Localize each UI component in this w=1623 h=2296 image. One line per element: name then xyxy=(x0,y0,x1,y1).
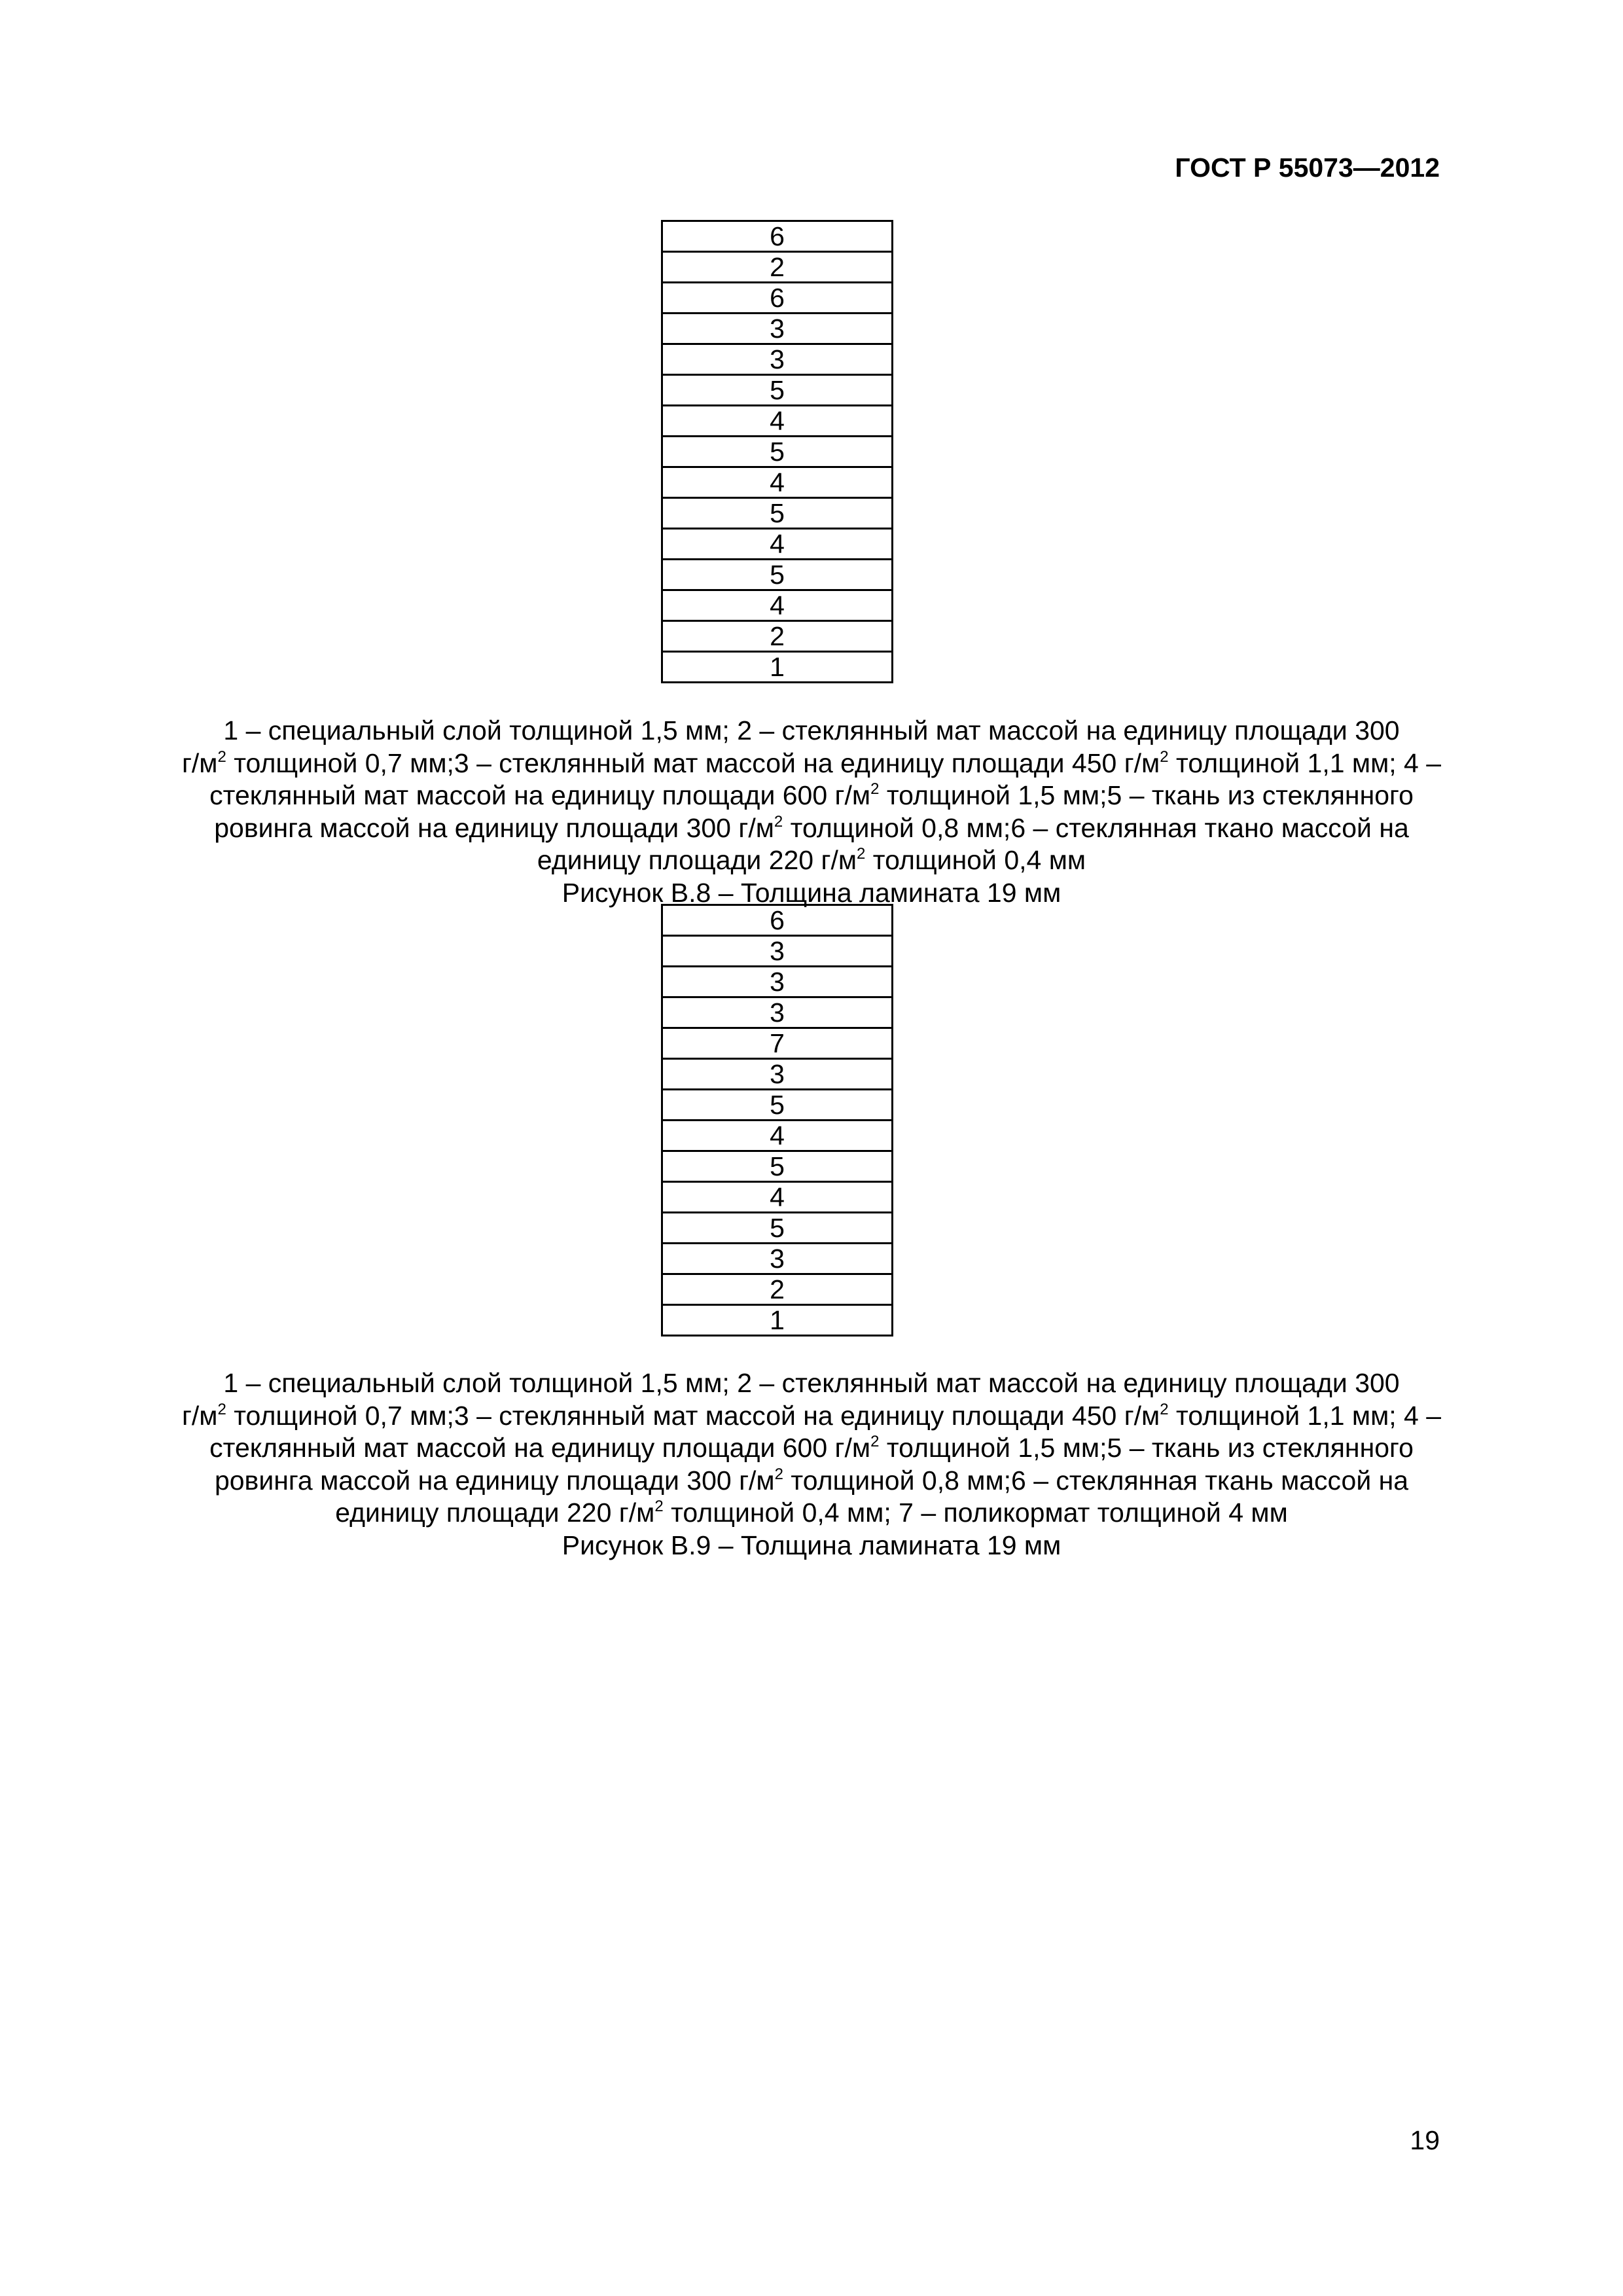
layer-number: 6 xyxy=(662,283,893,314)
layer-number: 5 xyxy=(662,375,893,406)
layer-number: 3 xyxy=(662,997,893,1028)
layer-row xyxy=(662,1182,893,1213)
layer-number: 1 xyxy=(662,1305,893,1336)
legend-text: ровинга массой на единицу площади 300 г/м xyxy=(214,812,774,843)
laminate-layer-stack-b8 xyxy=(661,220,893,683)
legend-text: стеклянный мат массой на единицу площади 600 г/м xyxy=(209,1433,871,1463)
layer-number: 6 xyxy=(662,221,893,252)
layer-row xyxy=(662,905,893,936)
layer-number: 2 xyxy=(662,252,893,283)
layer-row xyxy=(662,252,893,283)
layer-row xyxy=(662,1244,893,1274)
layer-row xyxy=(662,1090,893,1121)
layer-row xyxy=(662,621,893,652)
layer-number: 3 xyxy=(662,936,893,967)
layer-number: 3 xyxy=(662,314,893,344)
layer-number: 5 xyxy=(662,560,893,590)
layer-number: 5 xyxy=(662,1213,893,1244)
superscript: 2 xyxy=(870,1433,880,1450)
superscript: 2 xyxy=(1160,747,1169,766)
legend-text: 1 – специальный слой толщиной 1,5 мм; 2 – стеклянный мат массой на единицу площади 300 xyxy=(223,1368,1400,1398)
page-number: 19 xyxy=(1410,2125,1440,2155)
layer-row xyxy=(662,1213,893,1244)
layer-number: 4 xyxy=(662,1121,893,1151)
layer-number: 4 xyxy=(662,529,893,560)
layer-row xyxy=(662,590,893,621)
legend-line xyxy=(111,780,1512,812)
layer-row xyxy=(662,1028,893,1059)
layer-number: 4 xyxy=(662,406,893,437)
layer-number: 2 xyxy=(662,1274,893,1305)
legend-text: толщиной 0,4 мм; 7 – поликормат толщиной 4 мм xyxy=(663,1498,1288,1528)
figure-legend-b9 xyxy=(111,1367,1512,1562)
legend-text: толщиной 0,4 мм xyxy=(865,845,1086,875)
legend-line xyxy=(111,1465,1512,1498)
document-number: ГОСТ Р 55073—2012 xyxy=(1175,152,1440,183)
legend-text: толщиной 1,1 мм; 4 – xyxy=(1168,747,1442,778)
legend-text: толщиной 0,7 мм;3 – стеклянный мат массой на единицу площади 450 г/м xyxy=(226,747,1160,778)
layer-row xyxy=(662,406,893,437)
legend-line xyxy=(111,1400,1512,1433)
layer-number: 4 xyxy=(662,590,893,621)
layer-number: 5 xyxy=(662,1151,893,1182)
superscript: 2 xyxy=(217,1400,226,1418)
legend-text: толщиной 0,8 мм;6 – стеклянная ткань массой на xyxy=(783,1465,1409,1496)
layer-number: 3 xyxy=(662,1244,893,1274)
layer-row xyxy=(662,997,893,1028)
layer-number: 5 xyxy=(662,1090,893,1121)
superscript: 2 xyxy=(654,1498,664,1515)
layer-row xyxy=(662,529,893,560)
legend-text: толщиной 1,1 мм; 4 – xyxy=(1168,1400,1442,1431)
layer-number: 6 xyxy=(662,905,893,936)
layer-row xyxy=(662,498,893,529)
legend-text: единицу площади 220 г/м xyxy=(335,1498,655,1528)
legend-text: стеклянный мат массой на единицу площади 600 г/м xyxy=(209,780,871,810)
superscript: 2 xyxy=(774,1465,783,1483)
layer-number: 4 xyxy=(662,467,893,498)
legend-line xyxy=(111,747,1512,780)
legend-line xyxy=(111,844,1512,877)
layer-row xyxy=(662,652,893,683)
laminate-layer-stack-b9 xyxy=(661,904,893,1336)
layer-row xyxy=(662,1305,893,1336)
layer-row xyxy=(662,967,893,997)
legend-text: толщиной 0,8 мм;6 – стеклянная ткано массой на xyxy=(783,812,1409,843)
figure-caption: Рисунок В.8 – Толщина ламината 19 мм xyxy=(562,877,1061,908)
layer-row xyxy=(662,344,893,375)
layer-number: 7 xyxy=(662,1028,893,1059)
legend-line xyxy=(111,812,1512,845)
layer-row xyxy=(662,1151,893,1182)
legend-text: толщиной 1,5 мм;5 – ткань из стеклянного xyxy=(879,1433,1414,1463)
layer-number: 5 xyxy=(662,437,893,467)
layer-number: 5 xyxy=(662,498,893,529)
layer-number: 4 xyxy=(662,1182,893,1213)
legend-line xyxy=(111,1367,1512,1400)
figure-legend-b8 xyxy=(111,715,1512,909)
legend-text: толщиной 0,7 мм;3 – стеклянный мат массой на единицу площади 450 г/м xyxy=(226,1400,1160,1431)
layer-number: 3 xyxy=(662,1059,893,1090)
superscript: 2 xyxy=(1160,1400,1169,1418)
superscript: 2 xyxy=(857,845,866,863)
superscript: 2 xyxy=(217,747,226,766)
superscript: 2 xyxy=(774,812,783,831)
legend-text: г/м xyxy=(181,1400,218,1431)
layer-row xyxy=(662,375,893,406)
layer-row xyxy=(662,467,893,498)
legend-text: толщиной 1,5 мм;5 – ткань из стеклянного xyxy=(879,780,1414,810)
layer-row xyxy=(662,221,893,252)
layer-row xyxy=(662,1274,893,1305)
figure-caption: Рисунок В.9 – Толщина ламината 19 мм xyxy=(562,1530,1061,1560)
legend-text: единицу площади 220 г/м xyxy=(537,845,857,875)
layer-row xyxy=(662,560,893,590)
legend-line xyxy=(111,1497,1512,1530)
layer-number: 2 xyxy=(662,621,893,652)
legend-text: ровинга массой на единицу площади 300 г/м xyxy=(214,1465,775,1496)
superscript: 2 xyxy=(870,780,880,798)
legend-text: 1 – специальный слой толщиной 1,5 мм; 2 – стеклянный мат массой на единицу площади 300 xyxy=(223,715,1400,745)
layer-row xyxy=(662,936,893,967)
layer-row xyxy=(662,1059,893,1090)
legend-text: г/м xyxy=(181,747,218,778)
legend-line xyxy=(111,715,1512,747)
layer-number: 1 xyxy=(662,652,893,683)
layer-row xyxy=(662,437,893,467)
legend-line xyxy=(111,1432,1512,1465)
layer-number: 3 xyxy=(662,967,893,997)
layer-row xyxy=(662,314,893,344)
layer-row xyxy=(662,283,893,314)
layer-row xyxy=(662,1121,893,1151)
layer-number: 3 xyxy=(662,344,893,375)
